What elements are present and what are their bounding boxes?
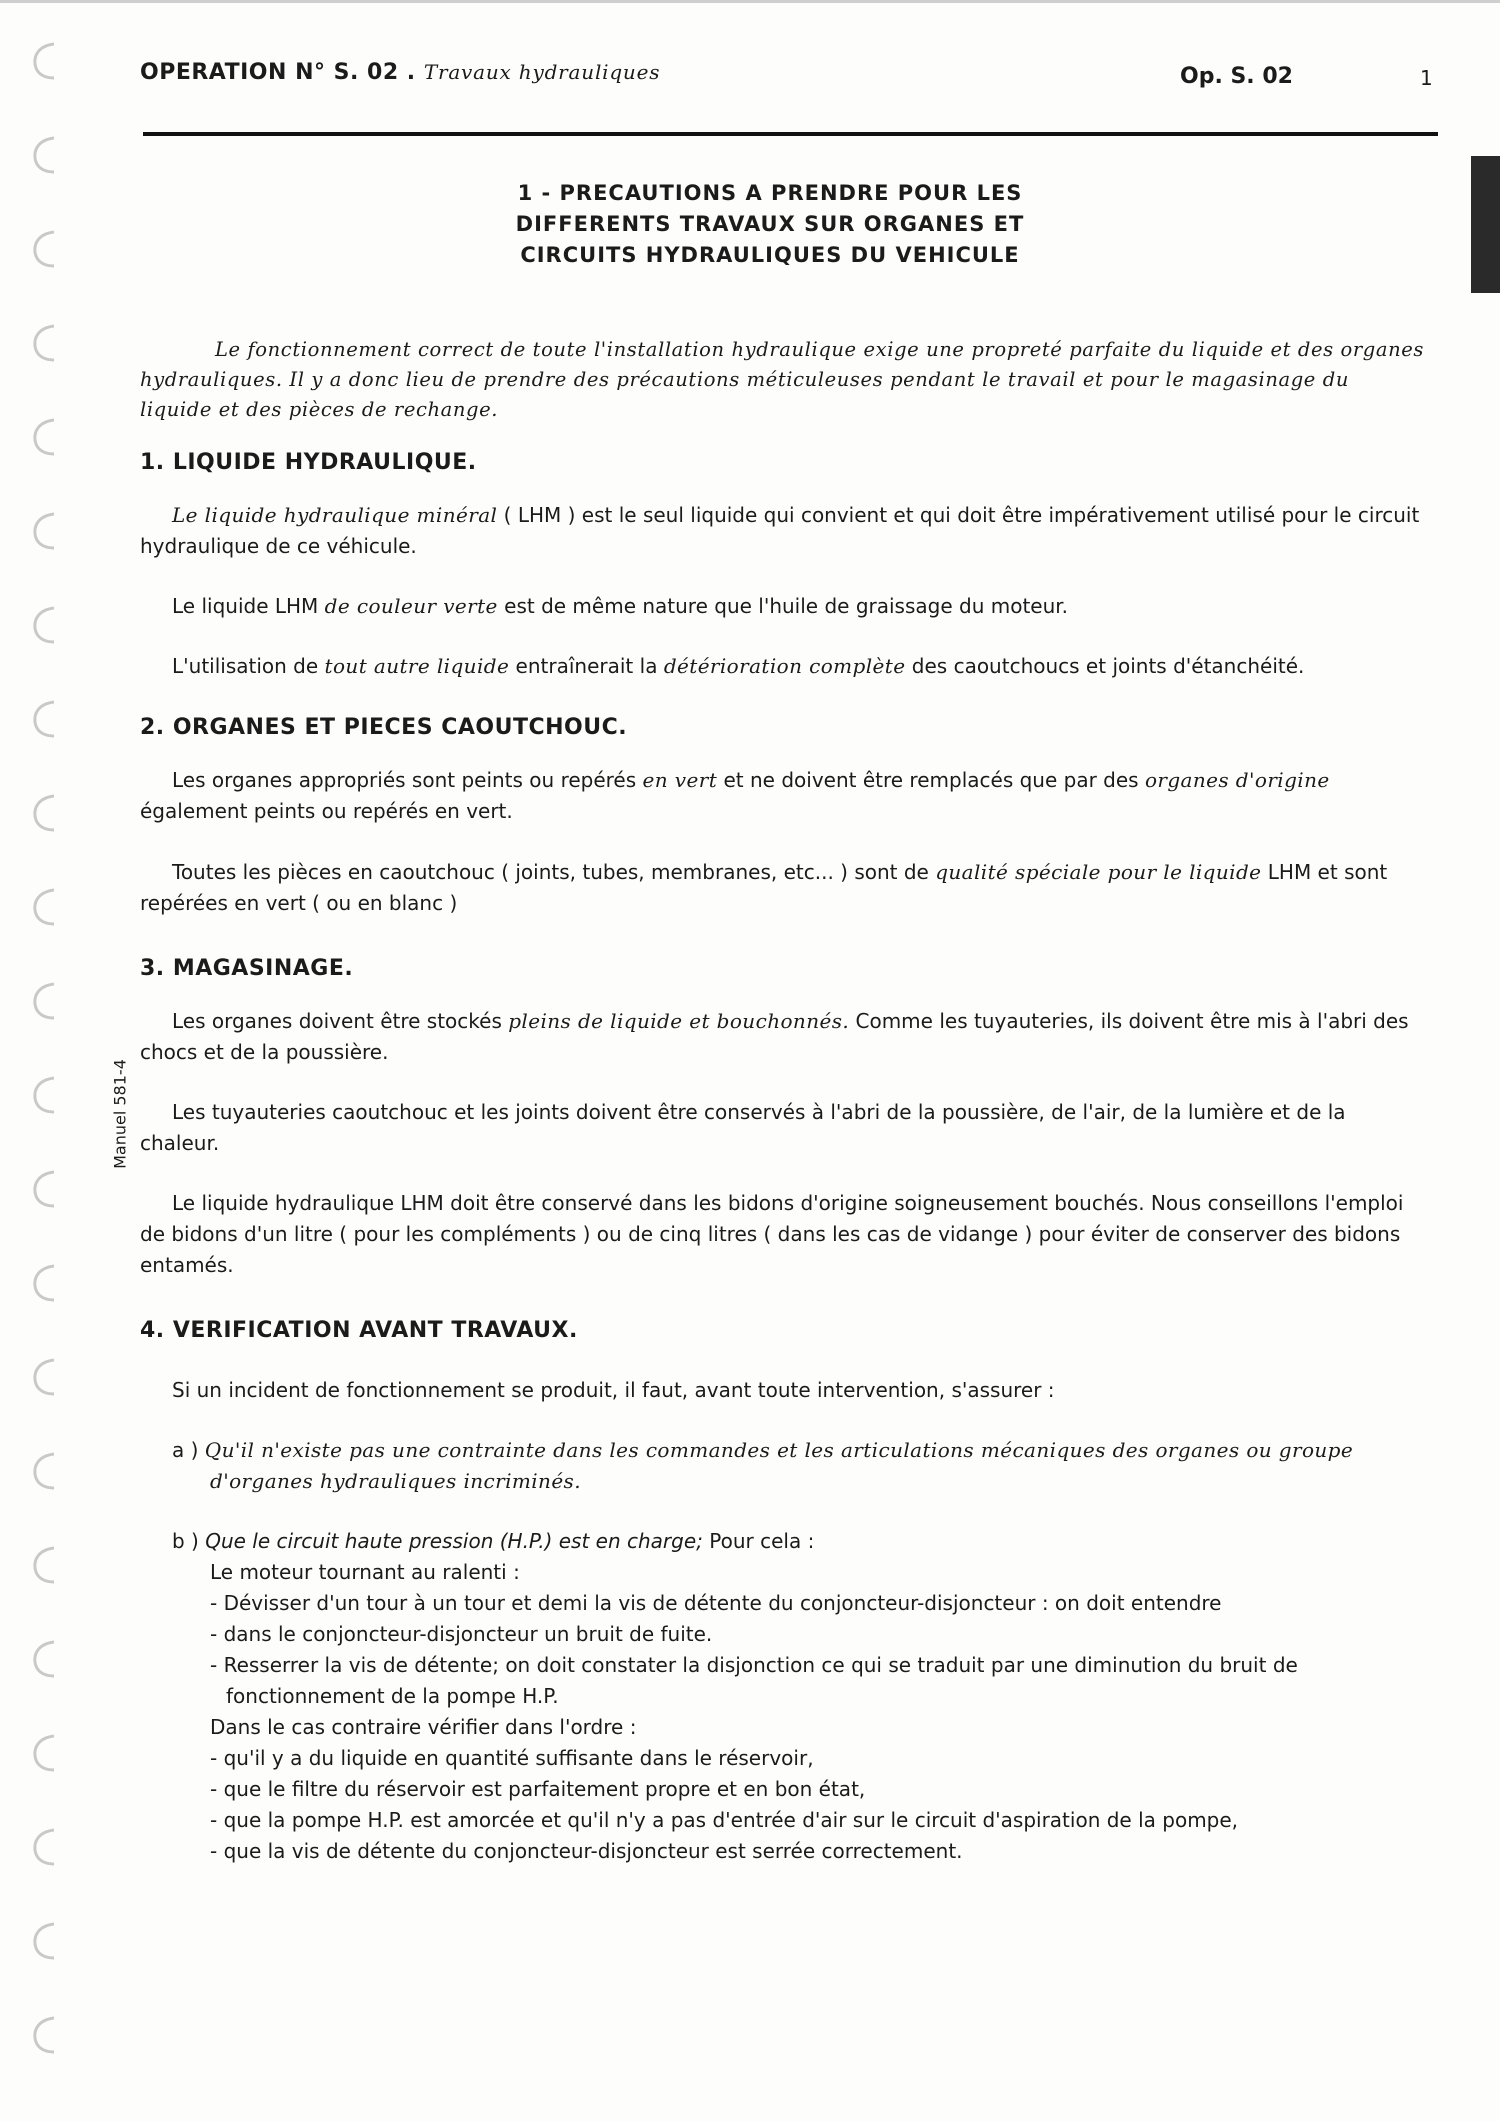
title-line: 1 - PRECAUTIONS A PRENDRE POUR LES: [517, 181, 1023, 205]
binder-hole: [30, 510, 58, 552]
list-item: - Dévisser d'un tour à un tour et demi la vis de détente du conjoncteur-disjoncteur : on doit entendre: [210, 1591, 1222, 1615]
emphasis: organes d'origine: [1144, 768, 1330, 792]
text: Le liquide LHM: [172, 594, 325, 618]
section-heading-organes: 2. ORGANES ET PIECES CAOUTCHOUC.: [140, 715, 628, 740]
paragraph: [140, 1006, 1425, 1068]
binder-hole: [30, 1262, 58, 1304]
text: Les organes appropriés sont peints ou repérés: [172, 768, 643, 792]
header-operation: [140, 60, 660, 85]
binder-hole: [30, 322, 58, 364]
emphasis: Que le circuit haute pression (H.P.) est en charge;: [205, 1529, 703, 1553]
text: des caoutchoucs et joints d'étanchéité.: [905, 654, 1305, 678]
page-number: 1: [1420, 66, 1433, 90]
emphasis: en vert: [642, 768, 718, 792]
binder-hole: [30, 604, 58, 646]
text: et ne doivent être remplacés que par des: [717, 768, 1145, 792]
text: LHM et sont repérées en vert ( ou en blanc ): [140, 860, 1388, 915]
binder-hole: [30, 40, 58, 82]
section-tab-mark: [1471, 156, 1500, 293]
paragraph: Le liquide hydraulique LHM doit être conservé dans les bidons d'origine soigneusement bouchés. Nous conseillons l'emploi de bidons d'un litre ( pour les compléments ) ou de cinq litres ( dans les cas de vidange ) pour éviter de conserver des bidons entamés.: [140, 1191, 1404, 1277]
binder-hole: [30, 416, 58, 458]
binder-hole: [30, 1450, 58, 1492]
operation-subtitle: Travaux hydrauliques: [423, 60, 661, 84]
paragraph: Les tuyauteries caoutchouc et les joints doivent être conservés à l'abri de la poussière, de l'air, de la lumière et de la chaleur.: [140, 1100, 1346, 1155]
emphasis: de couleur verte: [324, 594, 498, 618]
title-line: CIRCUITS HYDRAULIQUES DU VEHICULE: [520, 243, 1020, 267]
step-intro: Le moteur tournant au ralenti :: [210, 1560, 520, 1584]
list-item-a: [140, 1435, 1425, 1497]
section-heading-magasinage: 3. MAGASINAGE.: [140, 956, 354, 981]
list-item: - que la vis de détente du conjoncteur-disjoncteur est serrée correctement.: [210, 1839, 963, 1863]
text: est de même nature que l'huile de graissage du moteur.: [497, 594, 1069, 618]
binder-hole: [30, 1074, 58, 1116]
page-top-edge: [0, 0, 1500, 3]
list-item-b: [140, 1526, 1425, 1557]
list-item: - que le filtre du réservoir est parfaitement propre et en bon état,: [210, 1777, 866, 1801]
binder-hole: [30, 134, 58, 176]
page-title: [440, 178, 1100, 271]
text: ( LHM ) est le seul liquide qui convient et qui doit être impérativement utilisé pour le circuit hydraulique de ce véhicule.: [140, 503, 1420, 558]
text: Pour cela :: [702, 1529, 815, 1553]
emphasis: tout autre liquide: [324, 654, 510, 678]
text: également peints ou repérés en vert.: [140, 799, 513, 823]
binder-hole: [30, 2014, 58, 2056]
binder-hole: [30, 1920, 58, 1962]
text: Toutes les pièces en caoutchouc ( joints, tubes, membranes, etc... ) sont de: [172, 860, 936, 884]
binder-hole: [30, 1732, 58, 1774]
item-label: a ): [172, 1438, 205, 1462]
operation-reference: Op. S. 02: [1180, 64, 1293, 89]
binder-hole: [30, 228, 58, 270]
binder-hole: [30, 1544, 58, 1586]
emphasis: détérioration complète: [663, 654, 906, 678]
header-rule: [143, 132, 1438, 136]
emphasis: Le liquide hydraulique minéral: [172, 503, 498, 527]
binder-holes: [22, 40, 72, 2100]
operation-number: OPERATION N° S. 02 .: [140, 60, 416, 85]
text: L'utilisation de: [172, 654, 325, 678]
item-label: b ): [172, 1529, 206, 1553]
text: Comme les tuyauteries, ils doivent être mis à l'abri des chocs et de la poussière.: [140, 1009, 1409, 1064]
text: Les organes doivent être stockés: [172, 1009, 509, 1033]
emphasis: Qu'il n'existe pas une contrainte dans les commandes et les articulations mécaniques des organes ou groupe d'organes hydrauliques incriminés.: [204, 1438, 1354, 1493]
binder-hole: [30, 698, 58, 740]
paragraph: Si un incident de fonctionnement se produit, il faut, avant toute intervention, s'assurer :: [172, 1378, 1055, 1402]
step-else: Dans le cas contraire vérifier dans l'ordre :: [210, 1715, 637, 1739]
paragraph: [140, 591, 1425, 622]
text: entraînerait la: [509, 654, 664, 678]
check-list: [140, 1743, 1425, 1867]
page-header: [140, 60, 1440, 100]
section-heading-verification: 4. VERIFICATION AVANT TRAVAUX.: [140, 1318, 578, 1343]
list-item: - que la pompe H.P. est amorcée et qu'il n'y a pas d'entrée d'air sur le circuit d'aspiration de la pompe,: [210, 1808, 1239, 1832]
binder-hole: [30, 980, 58, 1022]
binder-hole: [30, 792, 58, 834]
paragraph: [140, 857, 1425, 919]
list-item: - Resserrer la vis de détente; on doit constater la disjonction ce qui se traduit par une diminution du bruit de fonctionnement de la pompe H.P.: [210, 1653, 1298, 1708]
binder-hole: [30, 1638, 58, 1680]
list-item: - qu'il y a du liquide en quantité suffisante dans le réservoir,: [210, 1746, 814, 1770]
emphasis: qualité spéciale pour le liquide: [935, 860, 1262, 884]
binder-hole: [30, 886, 58, 928]
emphasis: pleins de liquide et bouchonnés.: [508, 1009, 850, 1033]
intro-paragraph: Le fonctionnement correct de toute l'installation hydraulique exige une propreté parfaite du liquide et des organes hydrauliques. Il y a donc lieu de prendre des précautions méticuleuses pendant le travail et pour le magasinage du liquide et des pièces de rechange.: [140, 338, 1424, 421]
section-heading-liquide: 1. LIQUIDE HYDRAULIQUE.: [140, 450, 477, 475]
manual-side-label: [105, 1046, 135, 1181]
procedure-list: [140, 1588, 1425, 1712]
binder-hole: [30, 1356, 58, 1398]
binder-hole: [30, 1168, 58, 1210]
paragraph: [140, 765, 1425, 827]
document-body: [140, 335, 1425, 1867]
paragraph: [140, 651, 1425, 682]
title-line: DIFFERENTS TRAVAUX SUR ORGANES ET: [515, 212, 1025, 236]
manual-reference: Manuel 581-4: [110, 1058, 130, 1169]
paragraph: [140, 500, 1425, 562]
list-item: - dans le conjoncteur-disjoncteur un bruit de fuite.: [210, 1622, 713, 1646]
binder-hole: [30, 1826, 58, 1868]
